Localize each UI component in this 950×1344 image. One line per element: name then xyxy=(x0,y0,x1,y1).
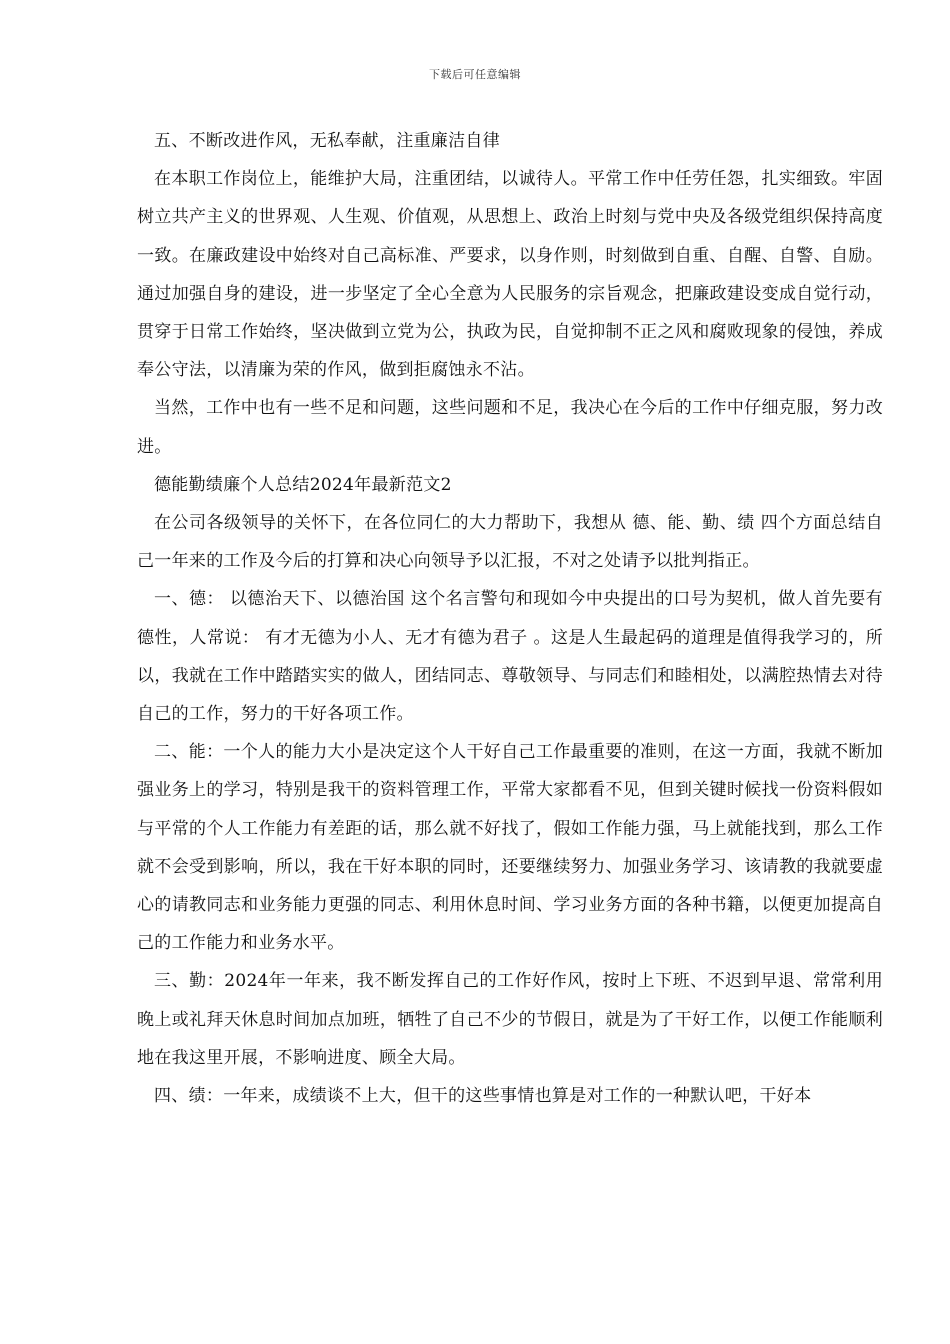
section-de: 一、德： 以德治天下、以德治国 这个名言警句和现如今中央提出的口号为契机，做人首先要有德性，人常说： 有才无德为小人、无才有德为君子 。这是人生最起码的道理是值得我学习的，所以，我就在工作中踏踏实实的做人，团结同志、尊敬领导、与同志们和睦相处，以满腔热情去对待自己的工作，努力的干好各项工作。 xyxy=(137,589,883,725)
body-paragraph: 在本职工作岗位上，能维护大局，注重团结，以诚待人。平常工作中任劳任怨，扎实细致。牢固树立共产主义的世界观、人生观、价值观，从思想上、政治上时刻与党中央及各级党组织保持高度一致。在廉政建设中始终对自己高标准、严要求，以身作则，时刻做到自重、自醒、自警、自励。通过加强自身的建设，进一步坚定了全心全意为人民服务的宗旨观念，把廉政建设变成自觉行动，贯穿于日常工作始终，坚决做到立党为公，执政为民，自觉抑制不正之风和腐败现象的侵蚀，养成奉公守法，以清廉为荣的作风，做到拒腐蚀永不沾。 xyxy=(137,169,883,381)
body-paragraph: 在公司各级领导的关怀下，在各位同仁的大力帮助下，我想从 德、能、勤、绩 四个方面总结自己一年来的工作及今后的打算和决心向领导予以汇报，不对之处请予以批判指正。 xyxy=(137,513,883,572)
document-body xyxy=(137,122,883,1115)
section-heading-five: 五、不断改进作风，无私奉献，注重廉洁自律 xyxy=(154,131,500,151)
body-paragraph: 当然，工作中也有一些不足和问题，这些问题和不足，我决心在今后的工作中仔细克服，努力改进。 xyxy=(137,398,883,457)
section-neng: 二、能：一个人的能力大小是决定这个人干好自己工作最重要的准则，在这一方面，我就不断加强业务上的学习，特别是我干的资料管理工作，平常大家都看不见，但到关键时候找一份资料假如与平常的个人工作能力有差距的话，那么就不好找了，假如工作能力强，马上就能找到，那么工作就不会受到影响，所以，我在干好本职的同时，还要继续努力、加强业务学习、该请教的我就要虚心的请教同志和业务能力更强的同志、利用休息时间、学习业务方面的各种书籍，以便更加提高自己的工作能力和业务水平。 xyxy=(137,742,883,954)
section-ji: 四、绩：一年来，成绩谈不上大，但干的这些事情也算是对工作的一种默认吧，干好本 xyxy=(154,1086,812,1107)
article-title: 德能勤绩廉个人总结2024年最新范文2 xyxy=(154,474,452,495)
header-note: 下载后可任意编辑 xyxy=(429,68,521,81)
section-qin: 三、勤：2024年一年来，我不断发挥自己的工作好作风，按时上下班、不迟到早退、常常利用晚上或礼拜天休息时间加点加班，牺牲了自己不少的节假日，就是为了干好工作，以便工作能顺利地在我这里开展，不影响进度、顾全大局。 xyxy=(137,971,883,1068)
